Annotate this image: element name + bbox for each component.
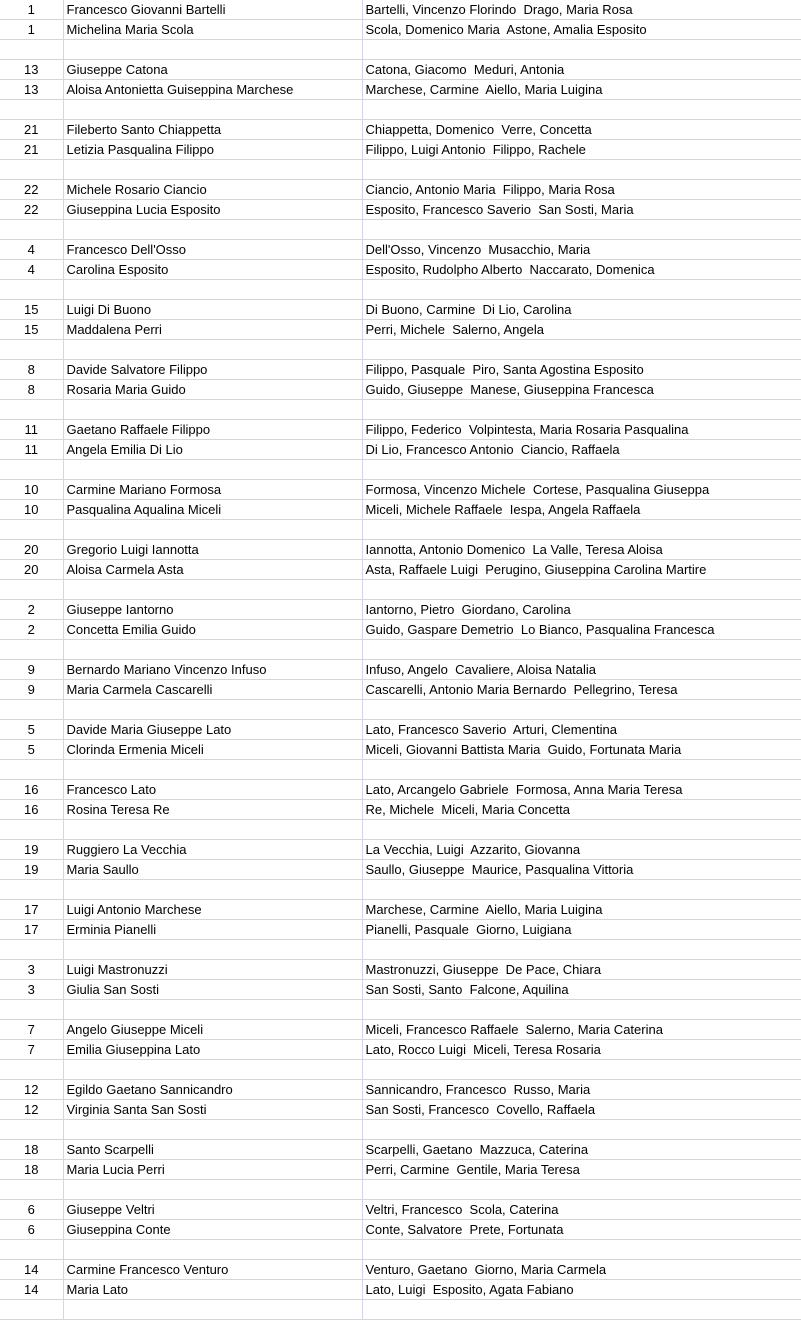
table-row bbox=[0, 200, 801, 220]
name-cell[interactable] bbox=[63, 340, 362, 360]
table-row bbox=[0, 740, 801, 760]
parents-cell[interactable]: Ciancio, Antonio Maria Filippo, Maria Rosa bbox=[362, 180, 801, 200]
table-row bbox=[0, 1060, 801, 1080]
parents-cell[interactable]: Filippo, Federico Volpintesta, Maria Rosaria Pasqualina bbox=[362, 420, 801, 440]
name-cell[interactable]: Carmine Mariano Formosa bbox=[63, 480, 362, 500]
name-cell[interactable] bbox=[63, 280, 362, 300]
num-cell[interactable] bbox=[0, 160, 63, 180]
parents-cell[interactable] bbox=[362, 1000, 801, 1020]
table-row bbox=[0, 580, 801, 600]
parents-cell[interactable]: Marchese, Carmine Aiello, Maria Luigina bbox=[362, 80, 801, 100]
table-row bbox=[0, 220, 801, 240]
table-row bbox=[0, 440, 801, 460]
parents-cell[interactable] bbox=[362, 400, 801, 420]
name-cell[interactable]: Luigi Mastronuzzi bbox=[63, 960, 362, 980]
name-cell[interactable]: Giulia San Sosti bbox=[63, 980, 362, 1000]
name-cell[interactable] bbox=[63, 700, 362, 720]
num-cell[interactable]: 20 bbox=[0, 560, 63, 580]
num-cell[interactable]: 18 bbox=[0, 1160, 63, 1180]
table-row bbox=[0, 1200, 801, 1220]
table-row bbox=[0, 500, 801, 520]
num-cell[interactable]: 7 bbox=[0, 1020, 63, 1040]
name-cell[interactable] bbox=[63, 1000, 362, 1020]
name-cell[interactable]: Bernardo Mariano Vincenzo Infuso bbox=[63, 660, 362, 680]
num-cell[interactable]: 10 bbox=[0, 480, 63, 500]
parents-cell[interactable]: Cascarelli, Antonio Maria Bernardo Pellegrino, Teresa bbox=[362, 680, 801, 700]
table-row bbox=[0, 460, 801, 480]
num-cell[interactable]: 7 bbox=[0, 1040, 63, 1060]
parents-cell[interactable]: Catona, Giacomo Meduri, Antonia bbox=[362, 60, 801, 80]
table-row bbox=[0, 1180, 801, 1200]
num-cell[interactable]: 3 bbox=[0, 960, 63, 980]
parents-cell[interactable] bbox=[362, 880, 801, 900]
name-cell[interactable]: Rosaria Maria Guido bbox=[63, 380, 362, 400]
name-cell[interactable]: Francesco Lato bbox=[63, 780, 362, 800]
table-row bbox=[0, 100, 801, 120]
parents-cell[interactable]: Iantorno, Pietro Giordano, Carolina bbox=[362, 600, 801, 620]
num-cell[interactable] bbox=[0, 1240, 63, 1260]
parents-cell[interactable] bbox=[362, 340, 801, 360]
parents-cell[interactable]: Re, Michele Miceli, Maria Concetta bbox=[362, 800, 801, 820]
parents-cell[interactable]: Perri, Michele Salerno, Angela bbox=[362, 320, 801, 340]
table-row bbox=[0, 1160, 801, 1180]
num-cell[interactable]: 9 bbox=[0, 660, 63, 680]
num-cell[interactable] bbox=[0, 640, 63, 660]
table-row bbox=[0, 1140, 801, 1160]
parents-cell[interactable]: San Sosti, Francesco Covello, Raffaela bbox=[362, 1100, 801, 1120]
parents-cell[interactable]: Perri, Carmine Gentile, Maria Teresa bbox=[362, 1160, 801, 1180]
name-cell[interactable] bbox=[63, 820, 362, 840]
table-row bbox=[0, 560, 801, 580]
name-cell[interactable] bbox=[63, 460, 362, 480]
num-cell[interactable]: 13 bbox=[0, 80, 63, 100]
num-cell[interactable]: 20 bbox=[0, 540, 63, 560]
name-cell[interactable]: Maria Lato bbox=[63, 1280, 362, 1300]
num-cell[interactable] bbox=[0, 520, 63, 540]
name-cell[interactable]: Michelina Maria Scola bbox=[63, 20, 362, 40]
parents-cell[interactable] bbox=[362, 460, 801, 480]
table-row bbox=[0, 860, 801, 880]
table-row bbox=[0, 920, 801, 940]
num-cell[interactable]: 9 bbox=[0, 680, 63, 700]
table-row bbox=[0, 640, 801, 660]
name-cell[interactable] bbox=[63, 1120, 362, 1140]
name-cell[interactable] bbox=[63, 640, 362, 660]
table-row bbox=[0, 980, 801, 1000]
parents-cell[interactable]: Miceli, Giovanni Battista Maria Guido, Fortunata Maria bbox=[362, 740, 801, 760]
parents-cell[interactable]: Marchese, Carmine Aiello, Maria Luigina bbox=[362, 900, 801, 920]
name-cell[interactable]: Francesco Dell'Osso bbox=[63, 240, 362, 260]
table-row bbox=[0, 1300, 801, 1320]
num-cell[interactable]: 2 bbox=[0, 600, 63, 620]
parents-cell[interactable] bbox=[362, 760, 801, 780]
name-cell[interactable] bbox=[63, 400, 362, 420]
table-row bbox=[0, 280, 801, 300]
name-cell[interactable]: Gaetano Raffaele Filippo bbox=[63, 420, 362, 440]
num-cell[interactable]: 2 bbox=[0, 620, 63, 640]
table-row bbox=[0, 180, 801, 200]
table-row bbox=[0, 480, 801, 500]
num-cell[interactable]: 8 bbox=[0, 380, 63, 400]
parents-cell[interactable]: Guido, Giuseppe Manese, Giuseppina Francesca bbox=[362, 380, 801, 400]
table-row bbox=[0, 320, 801, 340]
num-cell[interactable]: 21 bbox=[0, 120, 63, 140]
table-row bbox=[0, 300, 801, 320]
table-row bbox=[0, 900, 801, 920]
table-row bbox=[0, 540, 801, 560]
parents-cell[interactable] bbox=[362, 160, 801, 180]
num-cell[interactable]: 21 bbox=[0, 140, 63, 160]
name-cell[interactable]: Giuseppina Conte bbox=[63, 1220, 362, 1240]
table-row bbox=[0, 40, 801, 60]
table-row bbox=[0, 0, 801, 20]
parents-cell[interactable] bbox=[362, 1180, 801, 1200]
table-row bbox=[0, 260, 801, 280]
name-cell[interactable]: Luigi Di Buono bbox=[63, 300, 362, 320]
num-cell[interactable]: 5 bbox=[0, 740, 63, 760]
name-cell[interactable]: Luigi Antonio Marchese bbox=[63, 900, 362, 920]
num-cell[interactable] bbox=[0, 760, 63, 780]
parents-cell[interactable] bbox=[362, 700, 801, 720]
name-cell[interactable]: Carolina Esposito bbox=[63, 260, 362, 280]
name-cell[interactable]: Santo Scarpelli bbox=[63, 1140, 362, 1160]
table-row bbox=[0, 140, 801, 160]
parents-cell[interactable]: Formosa, Vincenzo Michele Cortese, Pasqualina Giuseppa bbox=[362, 480, 801, 500]
name-cell[interactable]: Angela Emilia Di Lio bbox=[63, 440, 362, 460]
name-cell[interactable] bbox=[63, 880, 362, 900]
num-cell[interactable]: 14 bbox=[0, 1280, 63, 1300]
name-cell[interactable]: Fileberto Santo Chiappetta bbox=[63, 120, 362, 140]
name-cell[interactable]: Michele Rosario Ciancio bbox=[63, 180, 362, 200]
num-cell[interactable] bbox=[0, 700, 63, 720]
table-row bbox=[0, 380, 801, 400]
table-row bbox=[0, 680, 801, 700]
parents-cell[interactable]: Lato, Arcangelo Gabriele Formosa, Anna Maria Teresa bbox=[362, 780, 801, 800]
table-row bbox=[0, 80, 801, 100]
table-row bbox=[0, 160, 801, 180]
num-cell[interactable] bbox=[0, 40, 63, 60]
parents-cell[interactable]: Lato, Rocco Luigi Miceli, Teresa Rosaria bbox=[362, 1040, 801, 1060]
parents-cell[interactable] bbox=[362, 820, 801, 840]
num-cell[interactable]: 1 bbox=[0, 20, 63, 40]
num-cell[interactable]: 1 bbox=[0, 0, 63, 20]
name-cell[interactable] bbox=[63, 1300, 362, 1320]
num-cell[interactable]: 11 bbox=[0, 440, 63, 460]
parents-cell[interactable]: Lato, Francesco Saverio Arturi, Clementina bbox=[362, 720, 801, 740]
num-cell[interactable] bbox=[0, 460, 63, 480]
parents-cell[interactable]: Asta, Raffaele Luigi Perugino, Giuseppina Carolina Martire bbox=[362, 560, 801, 580]
table-row bbox=[0, 120, 801, 140]
parents-cell[interactable] bbox=[362, 40, 801, 60]
name-cell[interactable] bbox=[63, 220, 362, 240]
table-row bbox=[0, 1040, 801, 1060]
num-cell[interactable]: 4 bbox=[0, 260, 63, 280]
num-cell[interactable]: 22 bbox=[0, 200, 63, 220]
parents-cell[interactable] bbox=[362, 580, 801, 600]
name-cell[interactable]: Maria Carmela Cascarelli bbox=[63, 680, 362, 700]
table-row bbox=[0, 1220, 801, 1240]
parents-cell[interactable] bbox=[362, 520, 801, 540]
num-cell[interactable] bbox=[0, 100, 63, 120]
name-cell[interactable]: Aloisa Carmela Asta bbox=[63, 560, 362, 580]
table-row bbox=[0, 400, 801, 420]
num-cell[interactable] bbox=[0, 340, 63, 360]
num-cell[interactable] bbox=[0, 280, 63, 300]
parents-cell[interactable]: Di Lio, Francesco Antonio Ciancio, Raffaela bbox=[362, 440, 801, 460]
table-row bbox=[0, 960, 801, 980]
table-row bbox=[0, 620, 801, 640]
num-cell[interactable] bbox=[0, 580, 63, 600]
num-cell[interactable] bbox=[0, 880, 63, 900]
num-cell[interactable]: 8 bbox=[0, 360, 63, 380]
name-cell[interactable]: Virginia Santa San Sosti bbox=[63, 1100, 362, 1120]
table-row bbox=[0, 1260, 801, 1280]
table-row bbox=[0, 520, 801, 540]
table-row bbox=[0, 240, 801, 260]
parents-cell[interactable]: Veltri, Francesco Scola, Caterina bbox=[362, 1200, 801, 1220]
num-cell[interactable]: 15 bbox=[0, 320, 63, 340]
name-cell[interactable]: Giuseppe Iantorno bbox=[63, 600, 362, 620]
name-cell[interactable]: Francesco Giovanni Bartelli bbox=[63, 0, 362, 20]
num-cell[interactable] bbox=[0, 940, 63, 960]
parents-cell[interactable] bbox=[362, 940, 801, 960]
parents-cell[interactable]: Scola, Domenico Maria Astone, Amalia Esposito bbox=[362, 20, 801, 40]
parents-cell[interactable]: Sannicandro, Francesco Russo, Maria bbox=[362, 1080, 801, 1100]
name-cell[interactable]: Rosina Teresa Re bbox=[63, 800, 362, 820]
name-cell[interactable] bbox=[63, 1060, 362, 1080]
parents-cell[interactable] bbox=[362, 640, 801, 660]
table-row bbox=[0, 700, 801, 720]
table-row bbox=[0, 780, 801, 800]
table-row bbox=[0, 1000, 801, 1020]
table-row bbox=[0, 340, 801, 360]
name-cell[interactable]: Giuseppe Catona bbox=[63, 60, 362, 80]
name-cell[interactable]: Pasqualina Aqualina Miceli bbox=[63, 500, 362, 520]
name-cell[interactable]: Davide Salvatore Filippo bbox=[63, 360, 362, 380]
parents-cell[interactable] bbox=[362, 1300, 801, 1320]
parents-cell[interactable]: San Sosti, Santo Falcone, Aquilina bbox=[362, 980, 801, 1000]
table-row bbox=[0, 940, 801, 960]
table-row bbox=[0, 600, 801, 620]
table-row bbox=[0, 660, 801, 680]
name-cell[interactable]: Letizia Pasqualina Filippo bbox=[63, 140, 362, 160]
num-cell[interactable]: 6 bbox=[0, 1200, 63, 1220]
table-row bbox=[0, 1280, 801, 1300]
table-row bbox=[0, 800, 801, 820]
table-row bbox=[0, 760, 801, 780]
num-cell[interactable]: 18 bbox=[0, 1140, 63, 1160]
parents-cell[interactable]: Miceli, Michele Raffaele Iespa, Angela Raffaela bbox=[362, 500, 801, 520]
name-cell[interactable]: Concetta Emilia Guido bbox=[63, 620, 362, 640]
name-cell[interactable] bbox=[63, 40, 362, 60]
parents-cell[interactable]: La Vecchia, Luigi Azzarito, Giovanna bbox=[362, 840, 801, 860]
parents-cell[interactable]: Guido, Gaspare Demetrio Lo Bianco, Pasqualina Francesca bbox=[362, 620, 801, 640]
num-cell[interactable]: 17 bbox=[0, 920, 63, 940]
name-cell[interactable] bbox=[63, 520, 362, 540]
num-cell[interactable] bbox=[0, 1000, 63, 1020]
parents-cell[interactable] bbox=[362, 280, 801, 300]
table-row bbox=[0, 420, 801, 440]
num-cell[interactable] bbox=[0, 1120, 63, 1140]
name-cell[interactable]: Erminia Pianelli bbox=[63, 920, 362, 940]
parents-cell[interactable] bbox=[362, 1240, 801, 1260]
num-cell[interactable]: 17 bbox=[0, 900, 63, 920]
table-row bbox=[0, 60, 801, 80]
parents-cell[interactable]: Filippo, Luigi Antonio Filippo, Rachele bbox=[362, 140, 801, 160]
parents-cell[interactable]: Pianelli, Pasquale Giorno, Luigiana bbox=[362, 920, 801, 940]
name-cell[interactable] bbox=[63, 1240, 362, 1260]
parents-cell[interactable]: Infuso, Angelo Cavaliere, Aloisa Natalia bbox=[362, 660, 801, 680]
name-cell[interactable]: Maddalena Perri bbox=[63, 320, 362, 340]
table-row bbox=[0, 840, 801, 860]
name-cell[interactable]: Emilia Giuseppina Lato bbox=[63, 1040, 362, 1060]
name-cell[interactable]: Gregorio Luigi Iannotta bbox=[63, 540, 362, 560]
num-cell[interactable] bbox=[0, 820, 63, 840]
name-cell[interactable]: Angelo Giuseppe Miceli bbox=[63, 1020, 362, 1040]
num-cell[interactable] bbox=[0, 1180, 63, 1200]
parents-cell[interactable]: Dell'Osso, Vincenzo Musacchio, Maria bbox=[362, 240, 801, 260]
name-cell[interactable]: Ruggiero La Vecchia bbox=[63, 840, 362, 860]
name-cell[interactable] bbox=[63, 580, 362, 600]
name-cell[interactable] bbox=[63, 100, 362, 120]
name-cell[interactable]: Aloisa Antonietta Guiseppina Marchese bbox=[63, 80, 362, 100]
parents-cell[interactable]: Conte, Salvatore Prete, Fortunata bbox=[362, 1220, 801, 1240]
parents-cell[interactable]: Esposito, Francesco Saverio San Sosti, Maria bbox=[362, 200, 801, 220]
table-row bbox=[0, 1080, 801, 1100]
name-cell[interactable] bbox=[63, 940, 362, 960]
name-cell[interactable]: Egildo Gaetano Sannicandro bbox=[63, 1080, 362, 1100]
table-row bbox=[0, 1100, 801, 1120]
parents-cell[interactable] bbox=[362, 1120, 801, 1140]
name-cell[interactable]: Giuseppe Veltri bbox=[63, 1200, 362, 1220]
table-row bbox=[0, 1020, 801, 1040]
parents-cell[interactable]: Esposito, Rudolpho Alberto Naccarato, Domenica bbox=[362, 260, 801, 280]
parents-cell[interactable]: Venturo, Gaetano Giorno, Maria Carmela bbox=[362, 1260, 801, 1280]
parents-cell[interactable]: Iannotta, Antonio Domenico La Valle, Teresa Aloisa bbox=[362, 540, 801, 560]
num-cell[interactable]: 5 bbox=[0, 720, 63, 740]
parents-cell[interactable]: Bartelli, Vincenzo Florindo Drago, Maria Rosa bbox=[362, 0, 801, 20]
num-cell[interactable] bbox=[0, 1300, 63, 1320]
num-cell[interactable]: 16 bbox=[0, 780, 63, 800]
name-cell[interactable] bbox=[63, 1180, 362, 1200]
num-cell[interactable]: 11 bbox=[0, 420, 63, 440]
num-cell[interactable]: 15 bbox=[0, 300, 63, 320]
parents-cell[interactable]: Di Buono, Carmine Di Lio, Carolina bbox=[362, 300, 801, 320]
table-row bbox=[0, 820, 801, 840]
num-cell[interactable]: 10 bbox=[0, 500, 63, 520]
table-row bbox=[0, 720, 801, 740]
name-cell[interactable] bbox=[63, 760, 362, 780]
num-cell[interactable]: 22 bbox=[0, 180, 63, 200]
parents-cell[interactable]: Saullo, Giuseppe Maurice, Pasqualina Vittoria bbox=[362, 860, 801, 880]
num-cell[interactable]: 6 bbox=[0, 1220, 63, 1240]
num-cell[interactable]: 4 bbox=[0, 240, 63, 260]
name-cell[interactable]: Davide Maria Giuseppe Lato bbox=[63, 720, 362, 740]
parents-cell[interactable]: Miceli, Francesco Raffaele Salerno, Maria Caterina bbox=[362, 1020, 801, 1040]
parents-cell[interactable] bbox=[362, 100, 801, 120]
num-cell[interactable]: 3 bbox=[0, 980, 63, 1000]
name-cell[interactable]: Carmine Francesco Venturo bbox=[63, 1260, 362, 1280]
name-cell[interactable]: Giuseppina Lucia Esposito bbox=[63, 200, 362, 220]
num-cell[interactable]: 12 bbox=[0, 1100, 63, 1120]
parents-cell[interactable]: Scarpelli, Gaetano Mazzuca, Caterina bbox=[362, 1140, 801, 1160]
parents-cell[interactable]: Lato, Luigi Esposito, Agata Fabiano bbox=[362, 1280, 801, 1300]
table-row bbox=[0, 360, 801, 380]
name-cell[interactable] bbox=[63, 160, 362, 180]
table-row bbox=[0, 1120, 801, 1140]
num-cell[interactable] bbox=[0, 1060, 63, 1080]
num-cell[interactable] bbox=[0, 220, 63, 240]
num-cell[interactable]: 16 bbox=[0, 800, 63, 820]
parents-cell[interactable]: Chiappetta, Domenico Verre, Concetta bbox=[362, 120, 801, 140]
num-cell[interactable]: 14 bbox=[0, 1260, 63, 1280]
num-cell[interactable]: 19 bbox=[0, 860, 63, 880]
parents-cell[interactable] bbox=[362, 220, 801, 240]
name-cell[interactable]: Clorinda Ermenia Miceli bbox=[63, 740, 362, 760]
num-cell[interactable]: 19 bbox=[0, 840, 63, 860]
num-cell[interactable]: 12 bbox=[0, 1080, 63, 1100]
num-cell[interactable]: 13 bbox=[0, 60, 63, 80]
parents-cell[interactable]: Filippo, Pasquale Piro, Santa Agostina Esposito bbox=[362, 360, 801, 380]
name-cell[interactable]: Maria Lucia Perri bbox=[63, 1160, 362, 1180]
parents-cell[interactable]: Mastronuzzi, Giuseppe De Pace, Chiara bbox=[362, 960, 801, 980]
name-cell[interactable]: Maria Saullo bbox=[63, 860, 362, 880]
table-row bbox=[0, 1240, 801, 1260]
num-cell[interactable] bbox=[0, 400, 63, 420]
table-row bbox=[0, 20, 801, 40]
parents-cell[interactable] bbox=[362, 1060, 801, 1080]
table-row bbox=[0, 880, 801, 900]
